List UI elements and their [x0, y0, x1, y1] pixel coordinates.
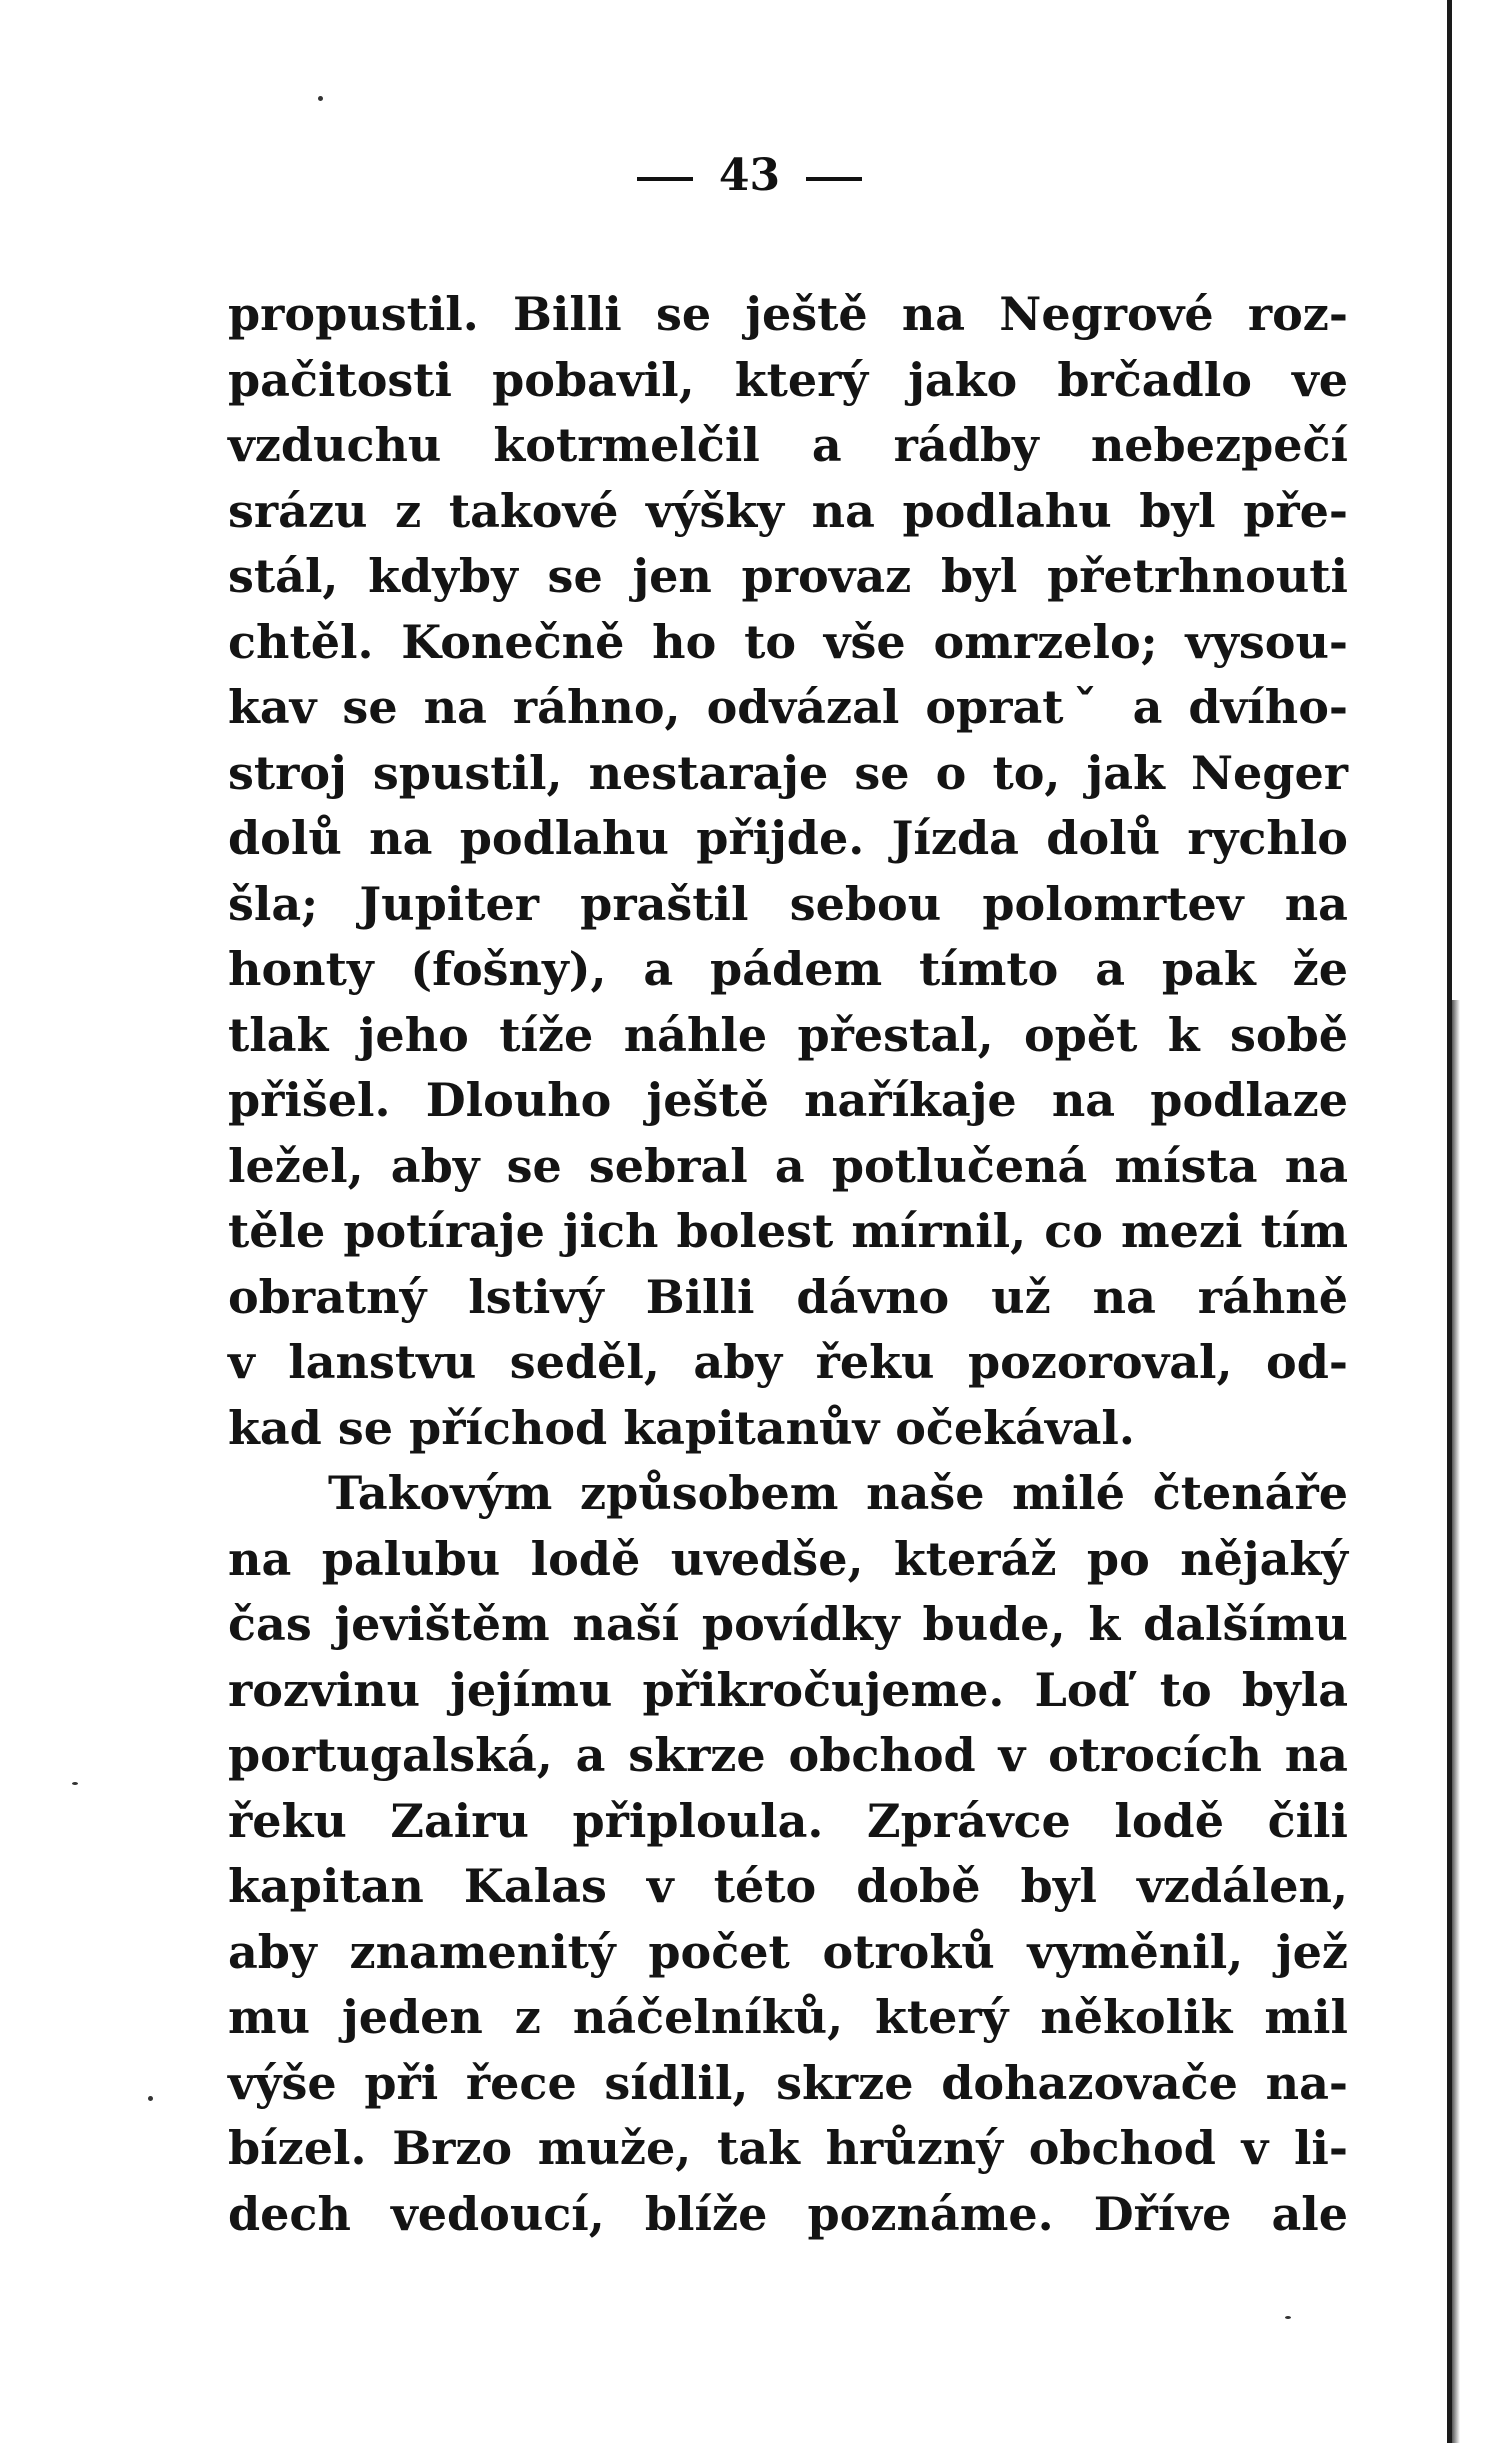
text-line: kapitan Kalas v této době byl vzdálen, — [228, 1859, 1348, 1913]
text-line: tlak jeho tíže náhle přestal, opět k sobě — [228, 1007, 1348, 1062]
text-line: kad se příchod kapitanův očekával. — [228, 1400, 1135, 1455]
text-line: výše při řece sídlil, skrze dohazovače na- — [228, 2055, 1348, 2110]
text-line: mu jeden z náčelníků, který několik mil — [228, 1990, 1348, 2044]
scan-speck — [148, 2096, 153, 2101]
page-number-dash-right — [806, 177, 862, 181]
text-line: srázu z takové výšky na podlahu byl pře- — [228, 483, 1348, 538]
text-line: Takovým způsobem naše milé čtenáře — [328, 1466, 1348, 1520]
page-edge-shadow — [1452, 1000, 1460, 2443]
scan-speck — [318, 96, 323, 101]
text-line: čas jevištěm naší povídky bude, k dalšímu — [228, 1597, 1348, 1651]
text-line: aby znamenitý počet otroků vyměnil, jež — [228, 1924, 1348, 1979]
text-line: portugalská, a skrze obchod v otrocích na — [228, 1728, 1348, 1782]
text-line: propustil. Billi se ještě na Negrové roz- — [228, 287, 1348, 341]
text-line: dech vedoucí, blíže poznáme. Dříve ale — [228, 2186, 1348, 2241]
page-number — [0, 150, 1499, 201]
text-line: bízel. Brzo muže, tak hrůzný obchod v li- — [228, 2121, 1348, 2175]
text-line: chtěl. Konečně ho to vše omrzelo; vysou- — [228, 614, 1348, 669]
text-line: přišel. Dlouho ještě naříkaje na podlaze — [228, 1073, 1348, 1127]
text-line: řeku Zairu připloula. Zprávce lodě čili — [228, 1793, 1348, 1848]
text-line: stroj spustil, nestaraje se o to, jak Neger — [228, 745, 1348, 800]
text-line: dolů na podlahu přijde. Jízda dolů rychlo — [228, 811, 1348, 865]
body-text — [228, 282, 1348, 2247]
page-number-value: 43 — [718, 150, 781, 201]
text-line: stál, kdyby se jen provaz byl přetrhnouti — [228, 549, 1348, 603]
text-line: rozvinu jejímu přikročujeme. Loď to byla — [228, 1662, 1348, 1717]
text-line: ležel, aby se sebral a potlučená místa na — [228, 1138, 1348, 1193]
text-line: těle potíraje jich bolest mírnil, co mezi tím — [228, 1204, 1348, 1258]
text-line: honty (fošny), a pádem tímto a pak že — [228, 942, 1348, 996]
text-line: na palubu lodě uvedše, kteráž po nějaký — [228, 1531, 1348, 1586]
text-line: kav se na ráhno, odvázal opratˇ a dvího- — [228, 680, 1348, 734]
scan-speck — [1285, 2316, 1291, 2319]
page-number-dash-left — [637, 177, 693, 181]
text-line: vzduchu kotrmelčil a rádby nebezpečí — [228, 418, 1348, 472]
text-line: obratný lstivý Billi dávno už na ráhně — [228, 1269, 1348, 1324]
text-line: pačitosti pobavil, který jako brčadlo ve — [228, 352, 1348, 407]
text-line: v lanstvu seděl, aby řeku pozoroval, od- — [228, 1335, 1348, 1389]
scan-speck — [72, 1782, 78, 1785]
text-line: šla; Jupiter praštil sebou polomrtev na — [228, 876, 1348, 931]
